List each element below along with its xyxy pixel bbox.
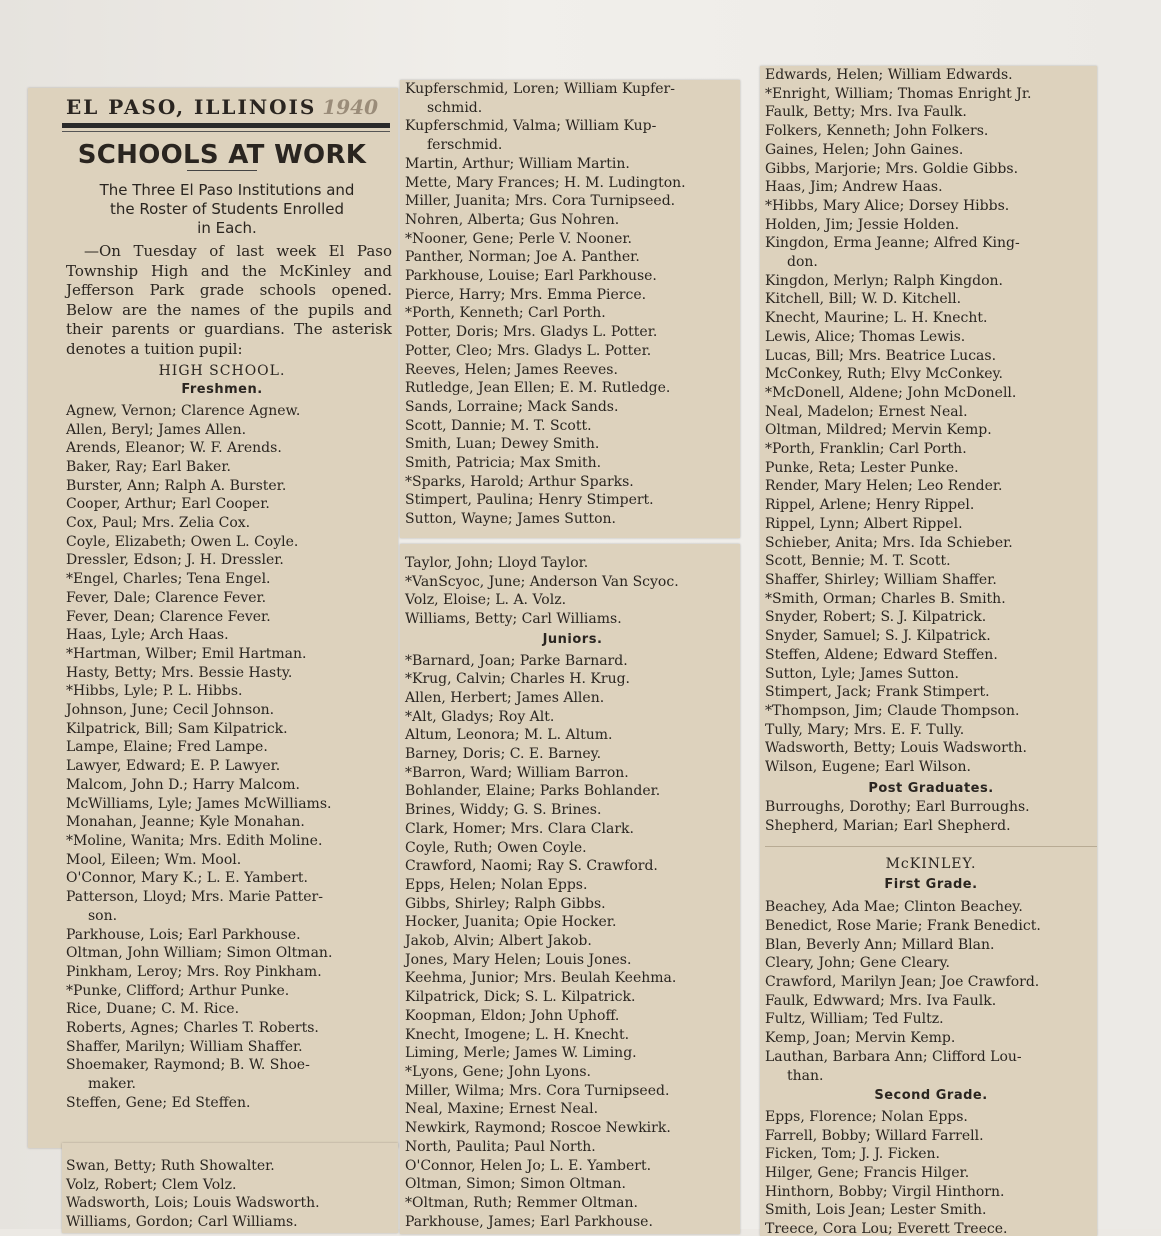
second-grade-list (765, 1108, 1097, 1236)
roster-entry: Kitchell, Bill; W. D. Kitchell. (765, 291, 962, 308)
roster-entry: *Hibbs, Lyle; P. L. Hibbs. (66, 683, 243, 700)
roster-entry: Haas, Jim; Andrew Haas. (765, 179, 943, 196)
roster-entry: Volz, Eloise; L. A. Volz. (405, 592, 567, 609)
roster-entry: Beachey, Ada Mae; Clinton Beachey. (765, 899, 1023, 916)
lead-paragraph: —On Tuesday of last week El Paso Township High and the McKinley and Jefferson Park grade schools opened. Below are the names of the pupils and their parents or guardians. The asterisk denotes a tuition pupil: (66, 242, 392, 358)
roster-entry: Neal, Madelon; Ernest Neal. (765, 403, 968, 420)
roster-entry: Williams, Gordon; Carl Williams. (66, 1214, 298, 1231)
separator (765, 846, 1097, 847)
roster-entry: Snyder, Robert; S. J. Kilpatrick. (765, 609, 987, 626)
roster-entry: O'Connor, Mary K.; L. E. Yambert. (66, 870, 308, 887)
roster-list-continued (405, 554, 740, 629)
roster-entry: Snyder, Samuel; S. J. Kilpatrick. (765, 628, 991, 645)
freshmen-list-continued (66, 1143, 398, 1232)
roster-entry: Parkhouse, Louise; Earl Parkhouse. (405, 268, 657, 285)
clipping-column-3 (760, 66, 1097, 1236)
deck-line: the Roster of Students Enrolled (109, 200, 345, 219)
roster-entry: Brines, Widdy; G. S. Brines. (405, 802, 602, 819)
roster-entry: Scott, Bennie; M. T. Scott. (765, 553, 951, 570)
freshmen-list (66, 402, 398, 1113)
roster-entry: Lewis, Alice; Thomas Lewis. (765, 328, 966, 345)
headline-rule (187, 170, 257, 171)
roster-entry: Kilpatrick, Dick; S. L. Kilpatrick. (405, 989, 636, 1006)
second-grade-heading: Second Grade. (874, 1088, 988, 1104)
roster-entry: Altum, Leonora; M. L. Altum. (405, 727, 613, 744)
roster-entry: Hasty, Betty; Mrs. Bessie Hasty. (66, 664, 293, 681)
roster-entry: *McDonell, Aldene; John McDonell. (765, 384, 1017, 401)
roster-entry: *Thompson, Jim; Claude Thompson. (765, 702, 1020, 719)
roster-entry: *Lyons, Gene; John Lyons. (405, 1063, 591, 1080)
roster-entry: Smith, Patricia; Max Smith. (405, 455, 602, 472)
clipping-column-2-bottom (400, 544, 740, 1234)
roster-entry: Martin, Arthur; William Martin. (405, 155, 630, 172)
roster-entry: *VanScyoc, June; Anderson Van Scyoc. (405, 573, 679, 590)
roster-entry: Kemp, Joan; Mervin Kemp. (765, 1030, 956, 1047)
roster-entry: Coyle, Ruth; Owen Coyle. (405, 839, 587, 856)
roster-entry: Panther, Norman; Joe A. Panther. (405, 249, 640, 266)
roster-entry: Knecht, Maurine; L. H. Knecht. (765, 310, 988, 327)
roster-entry: Cleary, John; Gene Cleary. (765, 955, 950, 972)
roster-entry: Fultz, William; Ted Fultz. (765, 1011, 944, 1028)
roster-entry: Treece, Cora Lou; Everett Treece. (765, 1221, 1008, 1236)
roster-entry: Smith, Luan; Dewey Smith. (405, 436, 600, 453)
first-grade-heading: First Grade. (884, 876, 978, 892)
roster-entry: Benedict, Rose Marie; Frank Benedict. (765, 917, 1041, 934)
roster-entry: Epps, Florence; Nolan Epps. (765, 1108, 968, 1125)
roster-entry: Blan, Beverly Ann; Millard Blan. (765, 936, 995, 953)
clipping-column-1-bottom (62, 1143, 398, 1233)
roster-entry: Shoemaker, Raymond; B. W. Shoe- (66, 1057, 310, 1074)
masthead-title: EL PASO, ILLINOIS (66, 95, 317, 119)
roster-entry: Reeves, Helen; James Reeves. (405, 361, 618, 378)
roster-entry: Roberts, Agnes; Charles T. Roberts. (66, 1020, 319, 1037)
roster-entry: Haas, Lyle; Arch Haas. (66, 627, 229, 644)
roster-entry: Wilson, Eugene; Earl Wilson. (765, 759, 971, 776)
handwritten-year: 1940 (322, 95, 378, 119)
roster-entry: Potter, Cleo; Mrs. Gladys L. Potter. (405, 342, 652, 359)
roster-entry: *Barron, Ward; William Barron. (405, 764, 629, 781)
roster-entry: Pierce, Harry; Mrs. Emma Pierce. (405, 286, 647, 303)
roster-entry: Keehma, Junior; Mrs. Beulah Keehma. (405, 970, 677, 987)
deck-line: The Three El Paso Institutions and (99, 181, 355, 200)
roster-entry: Swan, Betty; Ruth Showalter. (66, 1158, 275, 1174)
masthead-rule-thin (62, 131, 390, 132)
roster-entry: Kilpatrick, Bill; Sam Kilpatrick. (66, 720, 288, 737)
roster-entry: Render, Mary Helen; Leo Render. (765, 478, 1003, 495)
masthead-rule (62, 123, 390, 128)
roster-entry: Parkhouse, Lois; Earl Parkhouse. (66, 926, 301, 943)
roster-entry: Stimpert, Jack; Frank Stimpert. (765, 684, 990, 701)
clipping-column-2-top (400, 80, 740, 538)
roster-entry: Potter, Doris; Mrs. Gladys L. Potter. (405, 324, 658, 341)
roster-entry: *Nooner, Gene; Perle V. Nooner. (405, 230, 632, 247)
roster-entry: Ficken, Tom; J. J. Ficken. (765, 1146, 940, 1163)
roster-entry: Rippel, Lynn; Albert Rippel. (765, 515, 963, 532)
roster-entry: Gibbs, Marjorie; Mrs. Goldie Gibbs. (765, 160, 1019, 177)
high-school-heading: HIGH SCHOOL. (158, 363, 286, 380)
roster-entry: Stimpert, Paulina; Henry Stimpert. (405, 492, 654, 509)
roster-entry: Mette, Mary Frances; H. M. Ludington. (405, 174, 686, 191)
roster-entry: Taylor, John; Lloyd Taylor. (405, 555, 589, 571)
roster-entry: Pinkham, Leroy; Mrs. Roy Pinkham. (66, 963, 322, 980)
roster-entry: Oltman, Mildred; Mervin Kemp. (765, 422, 992, 439)
roster-entry: Rippel, Arlene; Henry Rippel. (765, 497, 975, 514)
roster-entry: Farrell, Bobby; Willard Farrell. (765, 1127, 984, 1144)
roster-entry: North, Paulita; Paul North. (405, 1138, 596, 1155)
roster-entry: Steffen, Aldene; Edward Steffen. (765, 646, 998, 663)
roster-entry: Tully, Mary; Mrs. E. F. Tully. (765, 721, 965, 738)
roster-entry: Scott, Dannie; M. T. Scott. (405, 417, 592, 434)
roster-entry: *Hibbs, Mary Alice; Dorsey Hibbs. (765, 197, 1010, 214)
roster-entry: Jones, Mary Helen; Louis Jones. (405, 951, 632, 968)
roster-entry: schmid. (427, 99, 483, 116)
masthead (66, 88, 398, 117)
roster-entry: Clark, Homer; Mrs. Clara Clark. (405, 820, 634, 837)
roster-entry: Jakob, Alvin; Albert Jakob. (405, 933, 592, 950)
roster-entry: *Barnard, Joan; Parke Barnard. (405, 652, 628, 669)
deck (56, 181, 398, 238)
roster-entry: *Punke, Clifford; Arthur Punke. (66, 982, 290, 999)
roster-entry: Shaffer, Marilyn; William Shaffer. (66, 1038, 303, 1055)
roster-entry: Dressler, Edson; J. H. Dressler. (66, 552, 284, 569)
deck-line: in Each. (197, 219, 257, 238)
roster-entry: Baker, Ray; Earl Baker. (66, 458, 231, 475)
roster-entry: *Krug, Calvin; Charles H. Krug. (405, 671, 630, 688)
roster-entry: Shepherd, Marian; Earl Shepherd. (765, 818, 1011, 835)
roster-entry: Hocker, Juanita; Opie Hocker. (405, 914, 617, 931)
roster-entry: Hilger, Gene; Francis Hilger. (765, 1165, 970, 1182)
roster-entry: don. (787, 254, 818, 271)
roster-entry: Arends, Eleanor; W. F. Arends. (66, 440, 282, 457)
headline: SCHOOLS AT WORK (77, 139, 367, 170)
roster-entry: Rice, Duane; C. M. Rice. (66, 1001, 240, 1018)
roster-entry: *Engel, Charles; Tena Engel. (66, 571, 271, 588)
roster-entry: Lampe, Elaine; Fred Lampe. (66, 739, 268, 756)
roster-entry: *Porth, Franklin; Carl Porth. (765, 441, 967, 458)
roster-entry: Mool, Eileen; Wm. Mool. (66, 851, 242, 868)
roster-entry: ferschmid. (427, 137, 503, 154)
roster-entry: son. (88, 907, 118, 924)
roster-entry: Smith, Lois Jean; Lester Smith. (765, 1202, 987, 1219)
roster-entry: Knecht, Imogene; L. H. Knecht. (405, 1026, 630, 1043)
roster-entry: Lucas, Bill; Mrs. Beatrice Lucas. (765, 347, 997, 364)
roster-entry: Kingdon, Merlyn; Ralph Kingdon. (765, 272, 1003, 289)
mckinley-heading: McKINLEY. (885, 855, 977, 872)
roster-entry: *Porth, Kenneth; Carl Porth. (405, 305, 606, 322)
roster-entry: Kupferschmid, Valma; William Kup- (405, 118, 657, 135)
roster-entry: Koopman, Eldon; John Uphoff. (405, 1007, 620, 1024)
roster-entry: Allen, Beryl; James Allen. (66, 421, 247, 438)
juniors-list (405, 652, 740, 1232)
roster-entry: *Oltman, Ruth; Remmer Oltman. (405, 1194, 638, 1211)
roster-entry: *Enright, William; Thomas Enright Jr. (765, 85, 1032, 102)
roster-entry: Edwards, Helen; William Edwards. (765, 67, 1013, 83)
roster-entry: than. (787, 1067, 824, 1084)
roster-entry: Barney, Doris; C. E. Barney. (405, 746, 602, 763)
roster-entry: McWilliams, Lyle; James McWilliams. (66, 795, 332, 812)
roster-entry: Fever, Dean; Clarence Fever. (66, 608, 271, 625)
roster-entry: Monahan, Jeanne; Kyle Monahan. (66, 814, 305, 831)
roster-entry: Wadsworth, Lois; Louis Wadsworth. (66, 1195, 320, 1212)
freshmen-heading: Freshmen. (181, 382, 263, 398)
roster-entry: Burroughs, Dorothy; Earl Burroughs. (765, 799, 1030, 816)
roster-entry: *Smith, Orman; Charles B. Smith. (765, 590, 1006, 607)
juniors-heading: Juniors. (542, 631, 603, 647)
roster-entry: Volz, Robert; Clem Volz. (66, 1176, 237, 1193)
roster-entry: Neal, Maxine; Ernest Neal. (405, 1101, 599, 1118)
roster-entry: Wadsworth, Betty; Louis Wadsworth. (765, 740, 1027, 757)
roster-entry: Crawford, Naomi; Ray S. Crawford. (405, 858, 658, 875)
roster-entry: Schieber, Anita; Mrs. Ida Schieber. (765, 534, 1013, 551)
roster-entry: Faulk, Betty; Mrs. Iva Faulk. (765, 104, 967, 121)
roster-entry: Miller, Wilma; Mrs. Cora Turnipseed. (405, 1082, 670, 1099)
first-grade-list (765, 898, 1097, 1085)
roster-entry: Folkers, Kenneth; John Folkers. (765, 123, 989, 140)
roster-entry: Malcom, John D.; Harry Malcom. (66, 776, 300, 793)
roster-list (405, 80, 740, 529)
roster-entry: Oltman, Simon; Simon Oltman. (405, 1176, 626, 1193)
roster-entry: Cox, Paul; Mrs. Zelia Cox. (66, 515, 251, 532)
roster-entry: Punke, Reta; Lester Punke. (765, 459, 959, 476)
roster-entry: Oltman, John William; Simon Oltman. (66, 945, 333, 962)
roster-entry: *Moline, Wanita; Mrs. Edith Moline. (66, 832, 323, 849)
roster-entry: Liming, Merle; James W. Liming. (405, 1045, 637, 1062)
roster-entry: Kingdon, Erma Jeanne; Alfred King- (765, 235, 1020, 252)
roster-entry: McConkey, Ruth; Elvy McConkey. (765, 366, 1003, 383)
roster-entry: Lawyer, Edward; E. P. Lawyer. (66, 758, 281, 775)
roster-entry: Coyle, Elizabeth; Owen L. Coyle. (66, 533, 299, 550)
roster-list (765, 66, 1097, 777)
roster-entry: Burster, Ann; Ralph A. Burster. (66, 477, 287, 494)
roster-entry: Cooper, Arthur; Earl Cooper. (66, 496, 270, 513)
roster-entry: Holden, Jim; Jessie Holden. (765, 216, 960, 233)
roster-entry: Gaines, Helen; John Gaines. (765, 141, 964, 158)
roster-entry: Patterson, Lloyd; Mrs. Marie Patter- (66, 889, 323, 906)
roster-entry: Steffen, Gene; Ed Steffen. (66, 1094, 251, 1111)
roster-entry: Rutledge, Jean Ellen; E. M. Rutledge. (405, 380, 671, 397)
roster-entry: Sutton, Wayne; James Sutton. (405, 511, 617, 528)
roster-entry: Nohren, Alberta; Gus Nohren. (405, 211, 620, 228)
roster-entry: Kupferschmid, Loren; William Kupfer- (405, 81, 675, 97)
roster-entry: Fever, Dale; Clarence Fever. (66, 589, 267, 606)
roster-entry: Bohlander, Elaine; Parks Bohlander. (405, 783, 661, 800)
roster-entry: Shaffer, Shirley; William Shaffer. (765, 571, 997, 588)
roster-entry: maker. (88, 1076, 136, 1093)
roster-entry: Allen, Herbert; James Allen. (405, 689, 605, 706)
roster-entry: *Sparks, Harold; Arthur Sparks. (405, 473, 634, 490)
roster-entry: Crawford, Marilyn Jean; Joe Crawford. (765, 974, 1040, 991)
roster-entry: *Alt, Gladys; Roy Alt. (405, 708, 555, 725)
roster-entry: O'Connor, Helen Jo; L. E. Yambert. (405, 1157, 652, 1174)
roster-entry: *Hartman, Wilber; Emil Hartman. (66, 645, 307, 662)
post-graduates-list (765, 798, 1097, 835)
roster-entry: Sands, Lorraine; Mack Sands. (405, 398, 619, 415)
roster-entry: Williams, Betty; Carl Williams. (405, 611, 622, 628)
roster-entry: Newkirk, Raymond; Roscoe Newkirk. (405, 1120, 671, 1137)
roster-entry: Lauthan, Barbara Ann; Clifford Lou- (765, 1048, 1022, 1065)
roster-entry: Faulk, Edwward; Mrs. Iva Faulk. (765, 992, 997, 1009)
roster-entry: Agnew, Vernon; Clarence Agnew. (66, 402, 301, 419)
clipping-column-1 (28, 88, 398, 1148)
roster-entry: Parkhouse, James; Earl Parkhouse. (405, 1213, 653, 1230)
post-graduates-heading: Post Graduates. (868, 780, 994, 796)
roster-entry: Gibbs, Shirley; Ralph Gibbs. (405, 895, 606, 912)
roster-entry: Johnson, June; Cecil Johnson. (66, 702, 275, 719)
roster-entry: Epps, Helen; Nolan Epps. (405, 876, 588, 893)
roster-entry: Hinthorn, Bobby; Virgil Hinthorn. (765, 1183, 1005, 1200)
roster-entry: Sutton, Lyle; James Sutton. (765, 665, 960, 682)
roster-entry: Miller, Juanita; Mrs. Cora Turnipseed. (405, 193, 676, 210)
